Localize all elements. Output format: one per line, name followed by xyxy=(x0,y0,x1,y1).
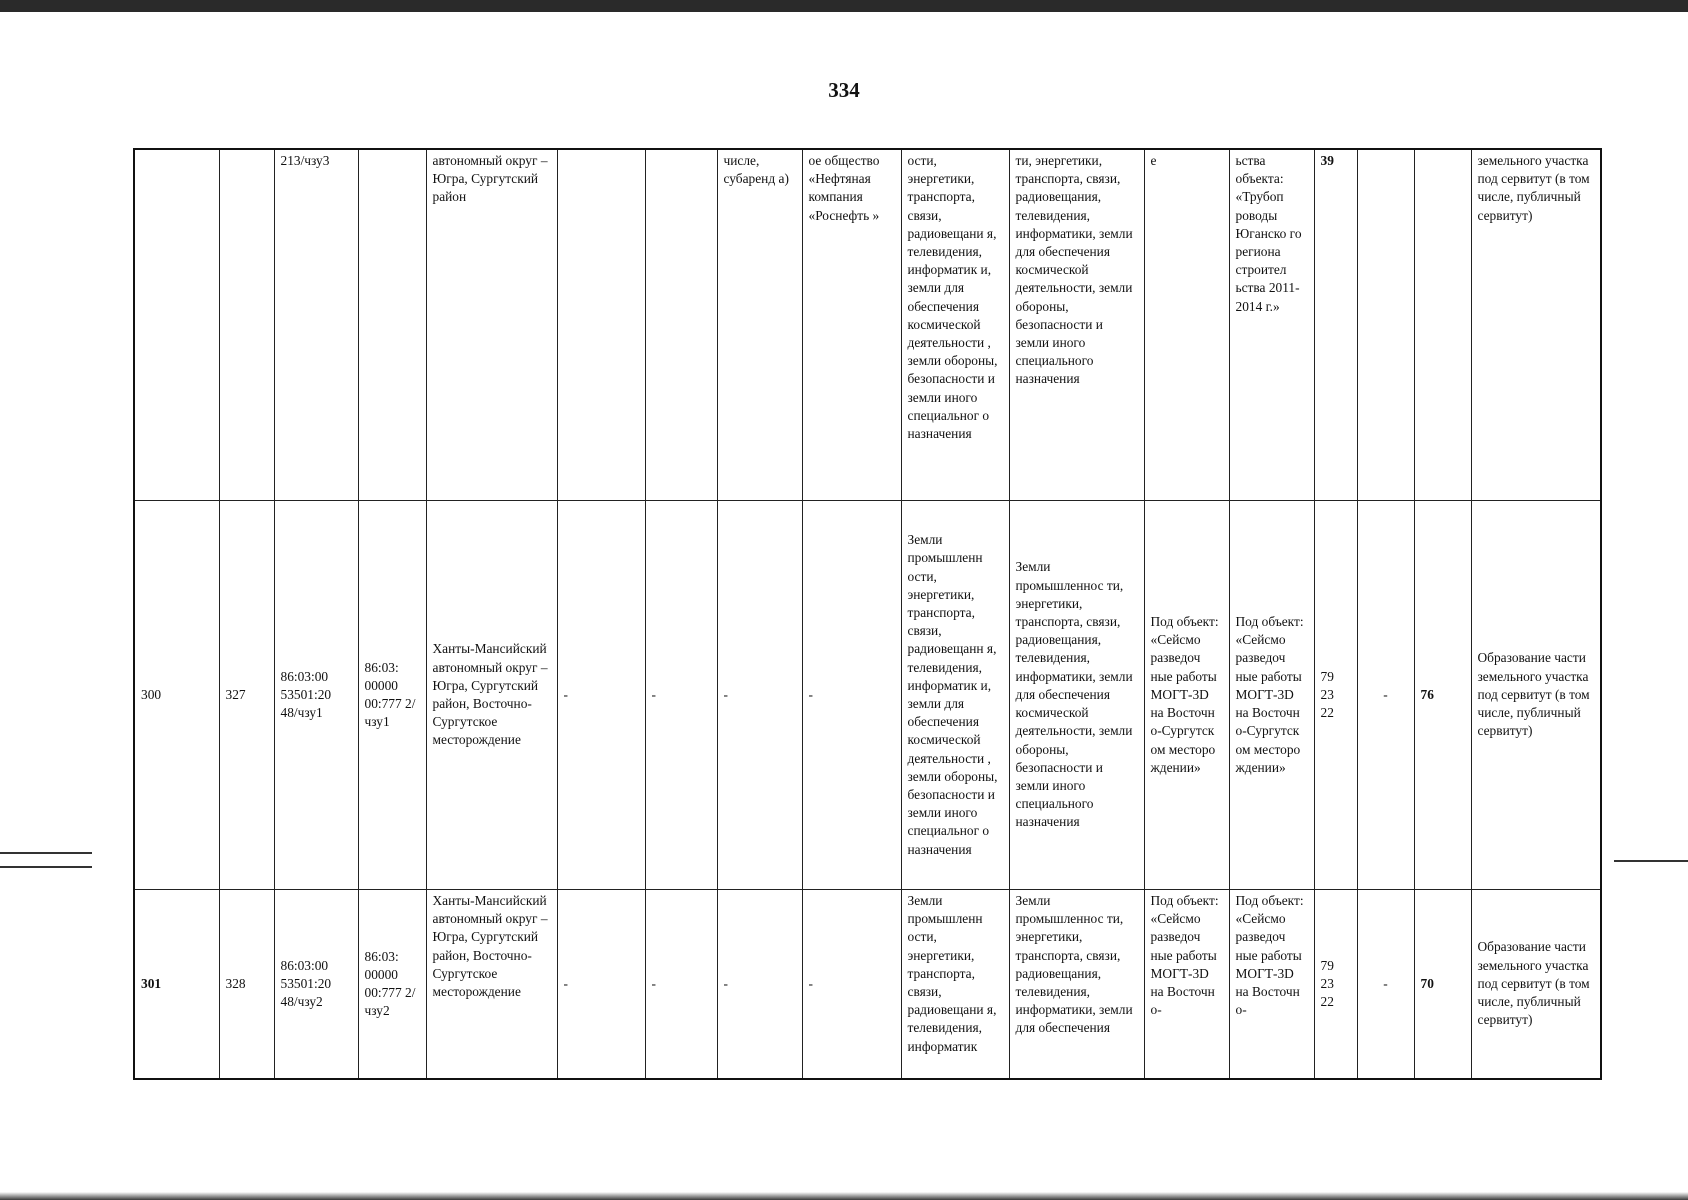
scan-mark-left-2 xyxy=(0,866,92,868)
cell-purpose: Под объект: «Сейсмо разведоч ные работы МОГТ-3D на Восточн о- xyxy=(1144,890,1229,1080)
cell-number: 301 xyxy=(134,890,219,1080)
cell-cadastral-part: 86:03:00 53501:20 48/чзу1 xyxy=(274,501,358,890)
cell-purpose-2: ьства объекта: «Трубоп роводы Юганско го региона строител ьства 2011-2014 г.» xyxy=(1229,149,1314,501)
cell-index: 328 xyxy=(219,890,274,1080)
cell-holder: - xyxy=(802,890,901,1080)
cell-area: 79 23 22 xyxy=(1314,890,1357,1080)
cell-number xyxy=(134,149,219,501)
scan-mark-left xyxy=(0,852,92,854)
cell-col7 xyxy=(645,149,717,501)
scan-edge-top xyxy=(0,0,1688,12)
cell-land-category-2: ти, энергетики, транспорта, связи, радиовещания, телевидения, информатики, земли для обеспечения космической деятельности, земли обороны, безопасности и земли иного специального назначения xyxy=(1009,149,1144,501)
cell-number: 300 xyxy=(134,501,219,890)
cell-cadastral-number: 86:03: 00000 00:777 2/чзу2 xyxy=(358,890,426,1080)
cell-col15: - xyxy=(1357,890,1414,1080)
cell-purpose-2: Под объект: «Сейсмо разведоч ные работы МОГТ-3D на Восточн о- xyxy=(1229,890,1314,1080)
cell-cadastral-part: 86:03:00 53501:20 48/чзу2 xyxy=(274,890,358,1080)
cell-action: земельного участка под сервитут (в том числе, публичный сервитут) xyxy=(1471,149,1601,501)
cell-land-category-2: Земли промышленнос ти, энергетики, транспорта, связи, радиовещания, телевидения, информатики, земли для обеспечения xyxy=(1009,890,1144,1080)
cell-land-category: Земли промышленн ости, энергетики, транспорта, связи, радиовещанн я, телевидения, информатик и, земли для обеспечения космической деятельности , земли обороны, безопасности и земли иного специальног о назначения xyxy=(901,501,1009,890)
cell-right-type: - xyxy=(717,890,802,1080)
cell-cadastral-number xyxy=(358,149,426,501)
scan-mark-right xyxy=(1614,860,1688,862)
cell-purpose: Под объект: «Сейсмо разведоч ные работы МОГТ-3D на Восточн о-Сургутск ом месторо ждении» xyxy=(1144,501,1229,890)
cell-col6 xyxy=(557,149,645,501)
cell-land-category: ости, энергетики, транспорта, связи, радиовещани я, телевидения, информатик и, земли для обеспечения космической деятельности , земли обороны, безопасности и земли иного специальног о назначения xyxy=(901,149,1009,501)
cell-col16: 70 xyxy=(1414,890,1471,1080)
cell-holder: - xyxy=(802,501,901,890)
cell-index xyxy=(219,149,274,501)
cell-action: Образование части земельного участка под сервитут (в том числе, публичный сервитут) xyxy=(1471,501,1601,890)
cell-address: автономный округ – Югра, Сургутский район xyxy=(426,149,557,501)
cell-address: Ханты-Мансийский автономный округ – Югра, Сургутский район, Восточно-Сургутское месторождение xyxy=(426,890,557,1080)
cell-purpose: е xyxy=(1144,149,1229,501)
table-row xyxy=(134,149,1601,501)
cell-col6: - xyxy=(557,501,645,890)
cell-col15 xyxy=(1357,149,1414,501)
cell-address: Ханты-Мансийский автономный округ – Югра, Сургутский район, Восточно-Сургутское месторождение xyxy=(426,501,557,890)
cell-col7: - xyxy=(645,890,717,1080)
cell-col6: - xyxy=(557,890,645,1080)
cell-purpose-2: Под объект: «Сейсмо разведоч ные работы МОГТ-3D на Восточн о-Сургутск ом месторо ждении» xyxy=(1229,501,1314,890)
cell-holder: ое общество «Нефтяная компания «Роснефть » xyxy=(802,149,901,501)
cell-land-category: Земли промышленн ости, энергетики, транспорта, связи, радиовещани я, телевидения, информатик xyxy=(901,890,1009,1080)
table-row xyxy=(134,501,1601,890)
cell-action: Образование части земельного участка под сервитут (в том числе, публичный сервитут) xyxy=(1471,890,1601,1080)
cell-area: 79 23 22 xyxy=(1314,501,1357,890)
cell-right-type: числе, субаренд а) xyxy=(717,149,802,501)
cell-col15: - xyxy=(1357,501,1414,890)
register-table xyxy=(133,148,1602,1080)
cell-land-category-2: Земли промышленнос ти, энергетики, транспорта, связи, радиовещания, телевидения, информатики, земли для обеспечения космической деятельности, земли обороны, безопасности и земли иного специального назначения xyxy=(1009,501,1144,890)
cell-col16 xyxy=(1414,149,1471,501)
cell-cadastral-part: 213/чзу3 xyxy=(274,149,358,501)
table-row xyxy=(134,890,1601,1080)
cell-col7: - xyxy=(645,501,717,890)
cell-index: 327 xyxy=(219,501,274,890)
cell-right-type: - xyxy=(717,501,802,890)
cell-cadastral-number: 86:03: 00000 00:777 2/чзу1 xyxy=(358,501,426,890)
scan-edge-bottom xyxy=(0,1192,1688,1200)
cell-col16: 76 xyxy=(1414,501,1471,890)
cell-area: 39 xyxy=(1314,149,1357,501)
page-number: 334 xyxy=(828,78,860,102)
